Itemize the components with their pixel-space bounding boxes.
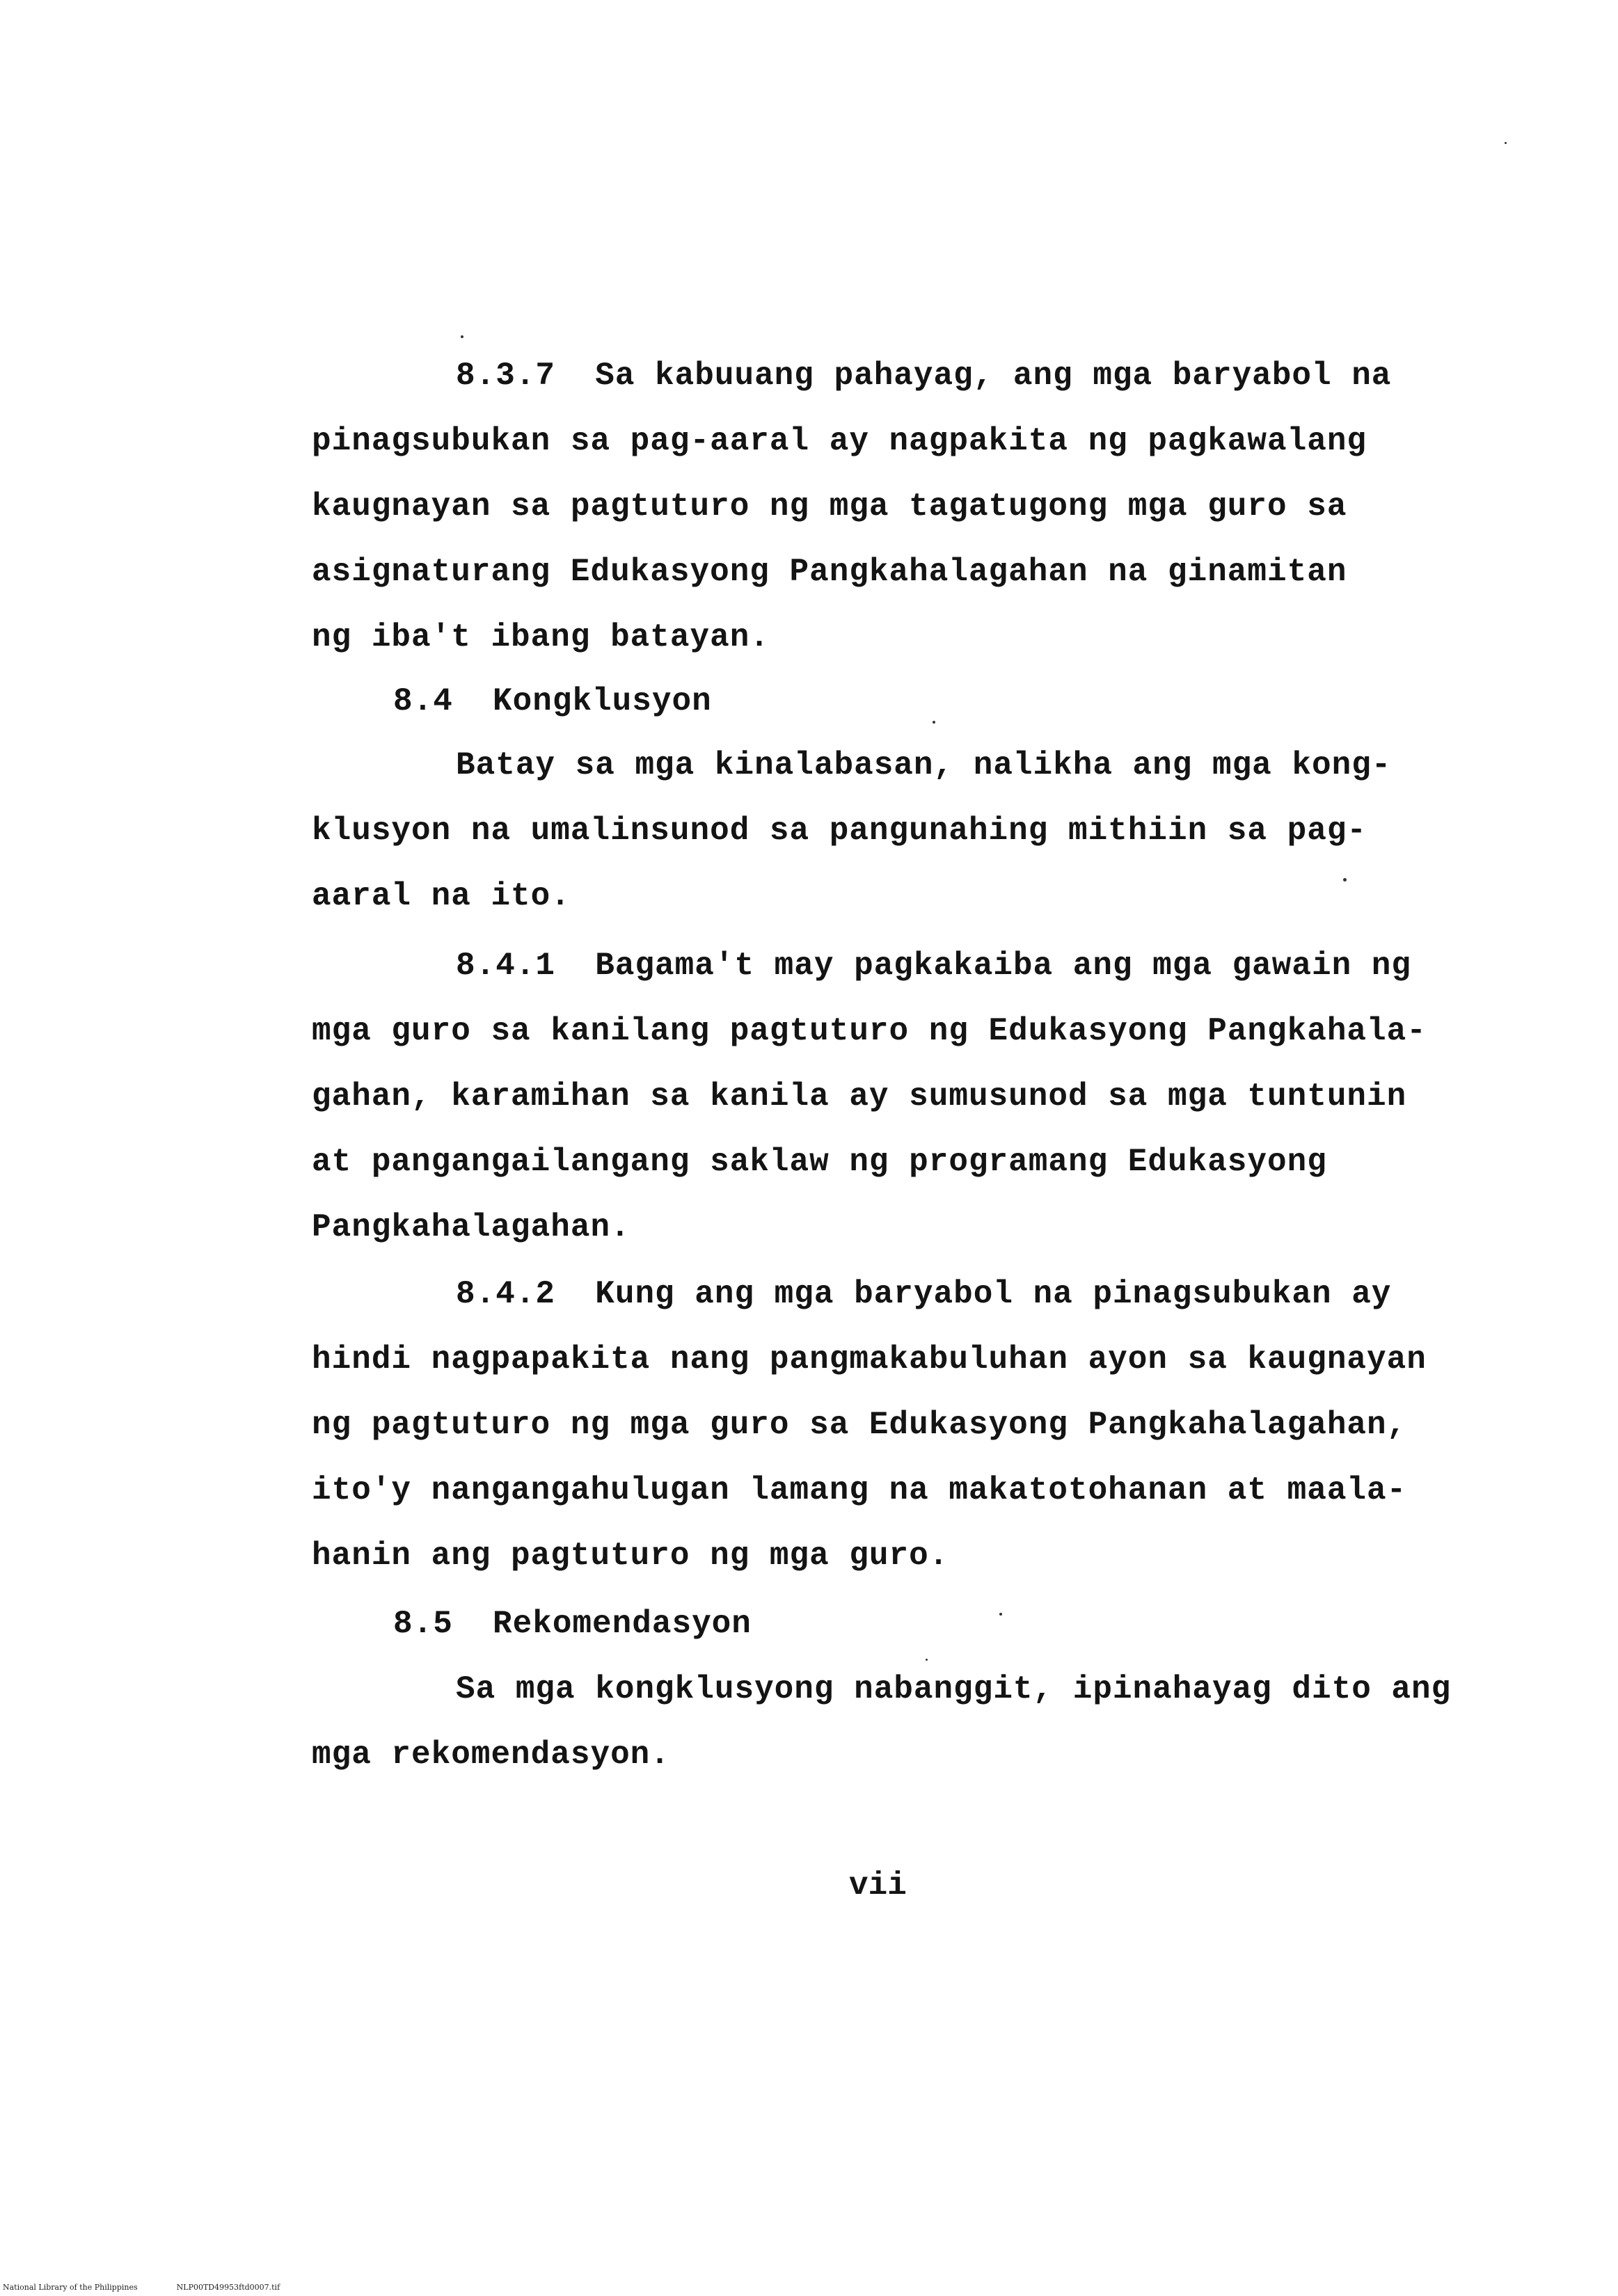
- section-8-4-1-line-1: 8.4.1 Bagama't may pagkakaiba ang mga gawain ng: [456, 948, 1412, 984]
- section-8-3-7-line-4: asignaturang Edukasyong Pangkahalagahan na ginamitan: [312, 554, 1347, 590]
- section-heading-kongklusyon: 8.4 Kongklusyon: [393, 683, 712, 719]
- scan-speck: [1505, 142, 1507, 144]
- section-8-3-7-line-5: ng iba't ibang batayan.: [312, 619, 770, 655]
- section-8-4-line-3: aaral na ito.: [312, 878, 571, 914]
- scan-footer: [3, 2283, 319, 2292]
- section-8-4-line-2: klusyon na umalinsunod sa pangunahing mithiin sa pag-: [312, 813, 1367, 849]
- section-8-5-line-2: mga rekomendasyon.: [312, 1737, 670, 1773]
- section-8-4-1-line-4: at pangangailangang saklaw ng programang Edukasyong: [312, 1144, 1327, 1180]
- section-8-4-1-line-2: mga guro sa kanilang pagtuturo ng Edukasyong Pangkahala-: [312, 1013, 1427, 1049]
- section-8-4-2-line-1: 8.4.2 Kung ang mga baryabol na pinagsubukan ay: [456, 1276, 1392, 1312]
- section-8-5-line-1: Sa mga kongklusyong nabanggit, ipinahayag dito ang: [456, 1671, 1452, 1707]
- section-8-3-7-line-2: pinagsubukan sa pag-aaral ay nagpakita ng pagkawalang: [312, 423, 1367, 459]
- section-8-4-1-line-5: Pangkahalagahan.: [312, 1209, 630, 1245]
- section-8-3-7-line-1: 8.3.7 Sa kabuuang pahayag, ang mga baryabol na: [456, 358, 1392, 394]
- footer-file-id: NLP00TD49953ftd0007.tif: [176, 2283, 280, 2292]
- section-8-4-line-1: Batay sa mga kinalabasan, nalikha ang mga kong-: [456, 747, 1392, 783]
- scan-speck: [999, 1613, 1002, 1616]
- section-8-4-2-line-3: ng pagtuturo ng mga guro sa Edukasyong Pangkahalagahan,: [312, 1407, 1407, 1443]
- scan-speck: [926, 1659, 928, 1661]
- section-8-4-2-line-5: hanin ang pagtuturo ng mga guro.: [312, 1538, 949, 1574]
- footer-library: National Library of the Philippines: [3, 2283, 138, 2292]
- section-8-4-2-line-4: ito'y nangangahulugan lamang na makatotohanan at maala-: [312, 1472, 1407, 1508]
- section-8-3-7-line-3: kaugnayan sa pagtuturo ng mga tagatugong mga guro sa: [312, 488, 1347, 525]
- scan-speck: [461, 335, 463, 338]
- section-heading-rekomendasyon: 8.5 Rekomendasyon: [393, 1606, 752, 1642]
- scan-speck: [1343, 878, 1347, 882]
- scan-speck: [933, 721, 935, 724]
- section-8-4-1-line-3: gahan, karamihan sa kanila ay sumusunod sa mga tuntunin: [312, 1078, 1407, 1115]
- section-8-4-2-line-2: hindi nagpapakita nang pangmakabuluhan ayon sa kaugnayan: [312, 1341, 1427, 1378]
- page-number: vii: [849, 1867, 907, 1904]
